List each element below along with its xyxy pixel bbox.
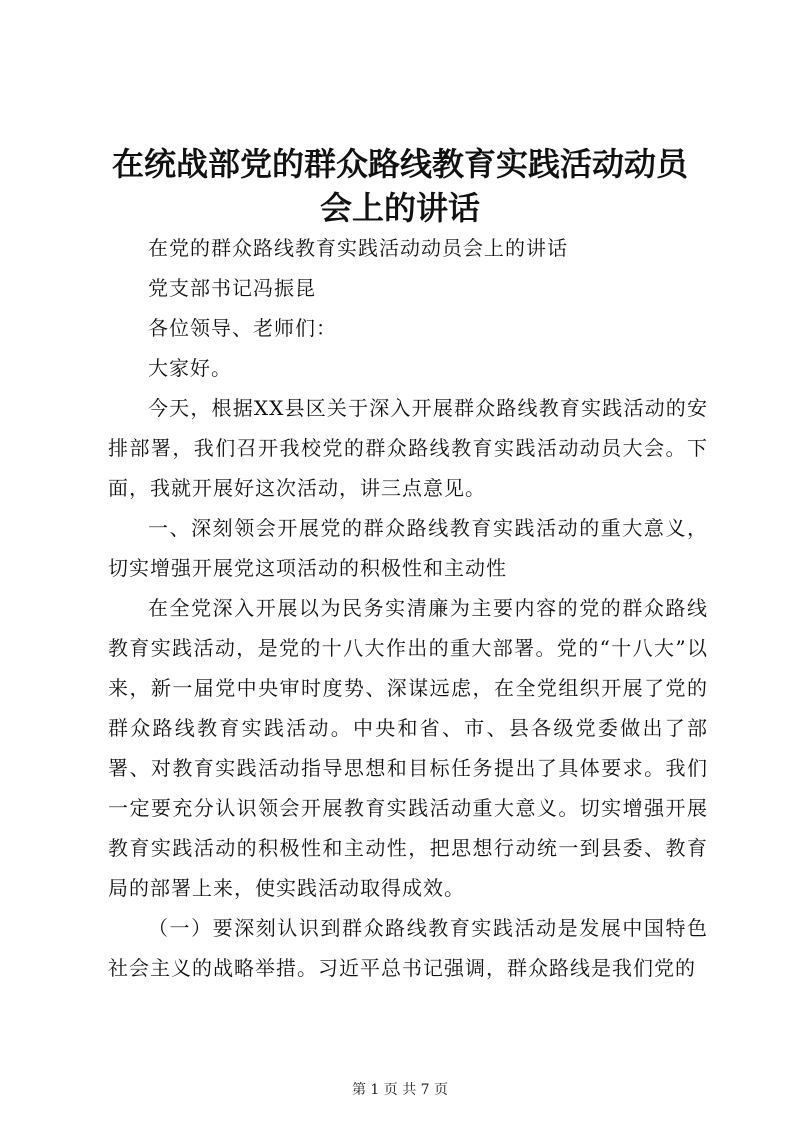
page-footer: 第 1 页 共 7 页 [351, 1082, 449, 1098]
document-body [108, 228, 708, 988]
body-paragraph: 在全党深入开展以为民务实清廉为主要内容的党的群众路线教育实践活动，是党的十八大作出的重大部署。党的“十八大”以来，新一届党中央审时度势、深谋远虑，在全党组织开展了党的群众路线教育实践活动。中央和省、市、县各级党委做出了部署、对教育实践活动指导思想和目标任务提出了具体要求。我们一定要充分认识领会开展教育实践活动重大意义。切实增强开展教育实践活动的积极性和主动性，把思想行动统一到县委、教育局的部署上来，使实践活动取得成效。 [108, 596, 708, 900]
subsection-paragraph: （一）要深刻认识到群众路线教育实践活动是发展中国特色社会主义的战略举措。习近平总书记强调，群众路线是我们党的 [108, 916, 708, 980]
greeting: 大家好。 [148, 356, 232, 380]
author-line: 党支部书记冯振昆 [148, 276, 316, 300]
intro-paragraph: 今天，根据XX县区关于深入开展群众路线教育实践活动的安排部署，我们召开我校党的群众路线教育实践活动动员大会。下面，我就开展好这次活动，讲三点意见。 [108, 396, 708, 500]
document-title: 在统战部党的群众路线教育实践活动动员会上的讲话 [111, 145, 688, 227]
salutation: 各位领导、老师们： [148, 316, 337, 340]
section-heading-1: 一、深刻领会开展党的群众路线教育实践活动的重大意义，切实增强开展党这项活动的积极性和主动性 [108, 516, 708, 580]
subtitle-paragraph: 在党的群众路线教育实践活动动员会上的讲话 [148, 236, 568, 260]
